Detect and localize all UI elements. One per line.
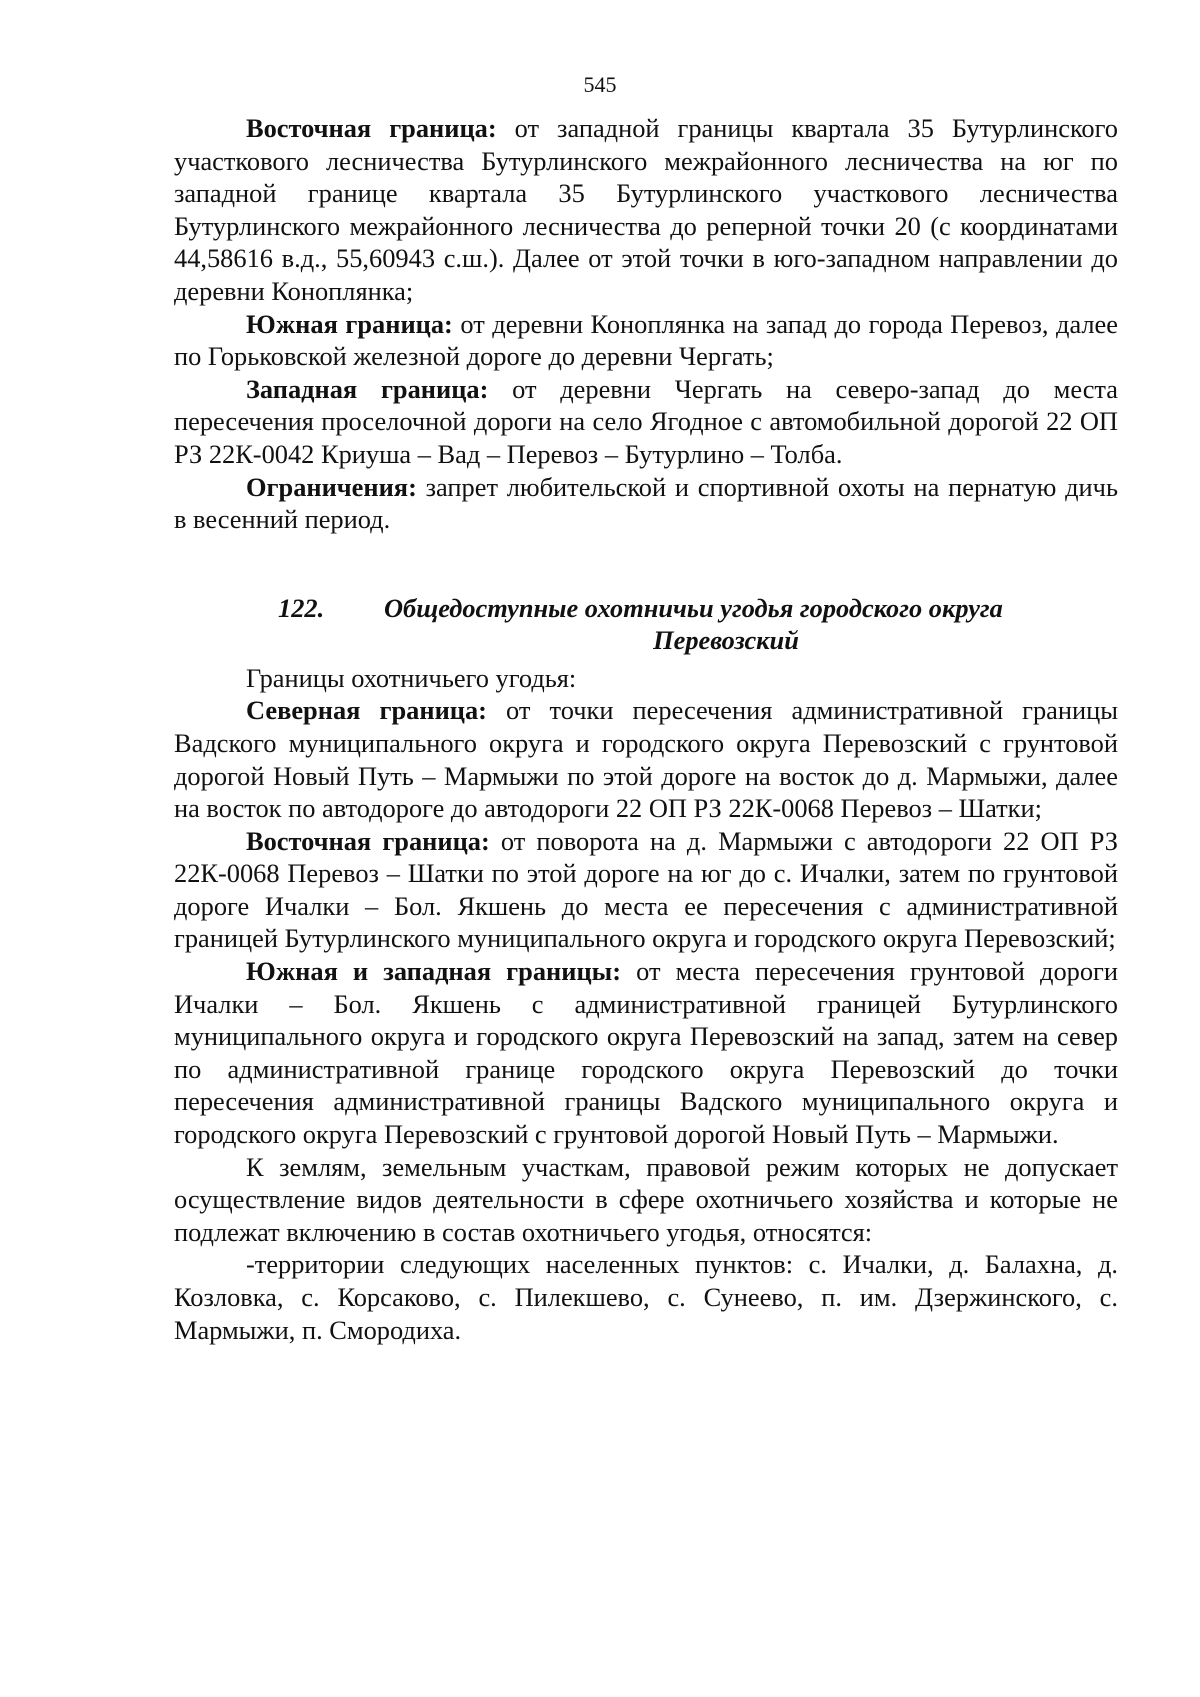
paragraph-label: Южная и западная границы: <box>246 956 622 987</box>
paragraph-text: от поворота на д. Мармыжи с автодороги 22 ОП РЗ 22К-0068 Перевоз – Шатки по этой дороге на юг до с. Ичалки, затем по грунтовой дороге Ичалки – Бол. Якшень до места ее пересечения с административной границей Бутурлинского муниципального округа и городского округа Перевозский; <box>174 825 1118 954</box>
paragraph-label: Южная граница: <box>246 308 453 339</box>
northern-boundary-paragraph <box>174 694 1118 824</box>
paragraph-label: Западная граница: <box>246 373 489 404</box>
section-heading <box>174 592 1118 656</box>
top-southern-boundary-paragraph <box>174 308 1118 373</box>
paragraph-text: запрет любительской и спортивной охоты на пернатую дичь в весенний период. <box>174 471 1118 535</box>
paragraph-label: Северная граница: <box>246 695 487 726</box>
top-eastern-boundary-paragraph <box>174 112 1118 308</box>
boundaries-intro-paragraph: Границы охотничьего угодья: <box>246 662 577 693</box>
section-number: 122. <box>278 592 325 623</box>
top-western-boundary-paragraph <box>174 373 1118 471</box>
southern-western-boundary-paragraph <box>174 955 1118 1151</box>
paragraph-text: от места пересечения грунтовой дороги Ичалки – Бол. Якшень с административной границей Бутурлинского муниципального округа и городского округа Перевозский на запад, затем на север по административной границе городского округа Перевозский до точки пересечения административной границы Вадского муниципального округа и городского округа Перевозский с грунтовой дорогой Новый Путь – Мармыжи. <box>174 956 1118 1150</box>
page-number: 545 <box>583 72 617 97</box>
paragraph-label: Ограничения: <box>246 471 417 502</box>
exclusions-intro-paragraph: К землям, земельным участкам, правовой режим которых не допускает осуществление видов деятельности в сфере охотничьего хозяйства и которые не подлежат включению в состав охотничьего угодья, относятся: <box>174 1151 1118 1247</box>
section-title-line2: Перевозский <box>653 624 799 655</box>
section-title-line1: Общедоступные охотничьи угодья городского округа <box>384 592 1003 623</box>
paragraph-text: от западной границы квартала 35 Бутурлинского участкового лесничества Бутурлинского межрайонного лесничества на юг по западной границе квартала 35 Бутурлинского участкового лесничества Бутурлинского межрайонного лесничества до реперной точки 20 (с координатами 44,58616 в.д., 55,60943 с.ш.). Далее от этой точки в юго-западном направлении до деревни Коноплянка; <box>174 113 1118 306</box>
eastern-boundary-paragraph <box>174 825 1118 955</box>
paragraph-text: от деревни Чергать на северо-запад до места пересечения проселочной дороги на село Ягодное с автомобильной дорогой 22 ОП РЗ 22К-0042 Криуша – Вад – Перевоз – Бутурлино – Толба. <box>174 373 1118 469</box>
section-heading-line1 <box>174 592 1118 624</box>
paragraph-text: от точки пересечения административной границы Вадского муниципального округа и городского округа Перевозский с грунтовой дорогой Новый Путь – Мармыжи по этой дороге на восток до д. Мармыжи, далее на восток по автодороге до автодороги 22 ОП РЗ 22К-0068 Перевоз – Шатки; <box>174 695 1118 824</box>
paragraph-text: от деревни Коноплянка на запад до города Перевоз, далее по Горьковской железной дороге до деревни Чергать; <box>174 308 1118 372</box>
top-restrictions-paragraph <box>174 471 1118 536</box>
exclusions-list-paragraph: -территории следующих населенных пунктов: с. Ичалки, д. Балахна, д. Козловка, с. Корсаково, с. Пилекшево, с. Сунеево, п. им. Дзержинского, с. Мармыжи, п. Смородиха. <box>174 1249 1118 1345</box>
paragraph-label: Восточная граница: <box>246 825 490 856</box>
document-content <box>174 112 1118 1346</box>
paragraph-label: Восточная граница: <box>246 113 497 143</box>
